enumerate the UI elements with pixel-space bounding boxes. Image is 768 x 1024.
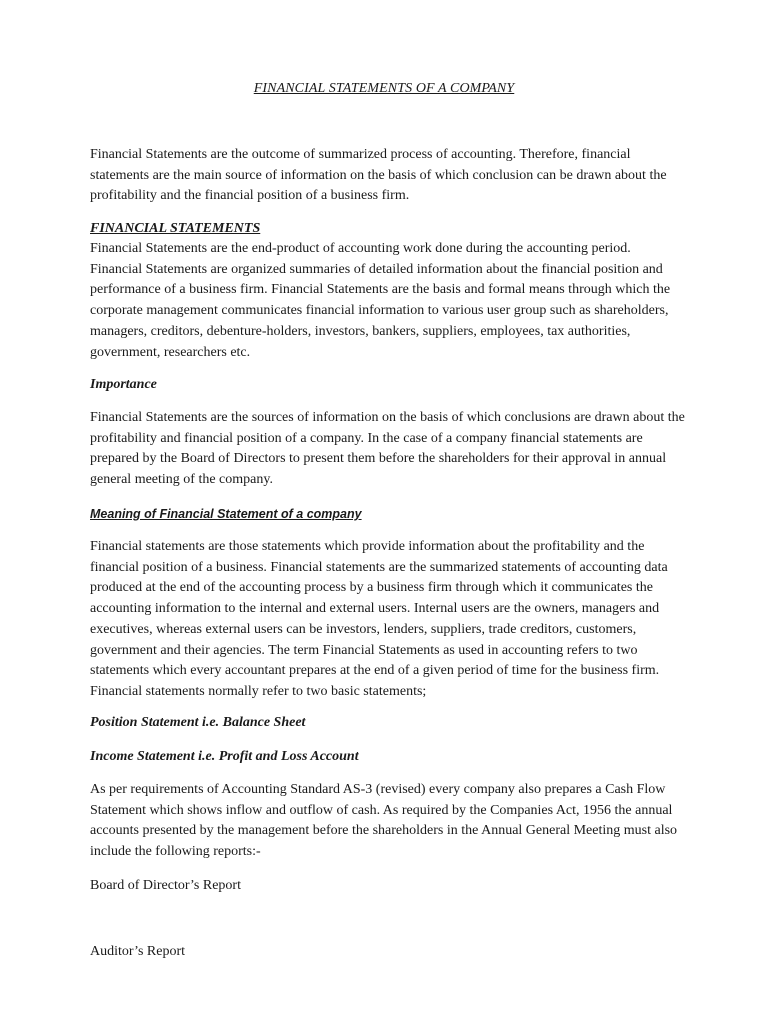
as3-paragraph: As per requirements of Accounting Standard AS-3 (revised) every company also prepares a Cash Flow Statement which shows inflow and outflow of cash. As required by the Companies Act, 1956 the annual accounts presented by the management before the shareholders in the Annual General Meeting must also include the following reports:- — [90, 782, 678, 860]
meaning-heading: Meaning of Financial Statement of a company — [90, 507, 362, 521]
position-statement-heading: Position Statement i.e. Balance Sheet — [90, 715, 306, 730]
financial-statements-paragraph: Financial Statements are the end-product of accounting work done during the accounting period. Financial Statements are organized summaries of detailed information about the financial position and performance of a business firm. Financial Statements are the basis and formal means through which the corporate management communicates financial information to various user group such as shareholders, managers, creditors, debenture-holders, investors, bankers, suppliers, employees, tax authorities, government, researchers etc. — [90, 241, 671, 360]
income-statement-heading: Income Statement i.e. Profit and Loss Account — [90, 749, 359, 764]
page-title: FINANCIAL STATEMENTS OF A COMPANY — [253, 81, 515, 96]
importance-paragraph: Financial Statements are the sources of information on the basis of which conclusions are drawn about the profitability and financial position of a company. In the case of a company financial statements are prepared by the Board of Directors to present them before the shareholders for their approval in annual general meeting of the company. — [90, 410, 685, 488]
financial-statements-heading: FINANCIAL STATEMENTS — [90, 221, 261, 236]
meaning-paragraph: Financial statements are those statements which provide information about the profitability and the financial position of a business. Financial statements are the summarized statements of accounting data produced at the end of the accounting process by a business firm through which it communicates the accounting information to the internal and external users. Internal users are the owners, managers and executives, whereas external users can be investors, lenders, suppliers, trade creditors, customers, government and their agencies. The term Financial Statements as used in accounting refers to two statements which every accountant prepares at the end of a given period of time for the business firm. Financial statements normally refer to two basic statements; — [90, 539, 668, 699]
board-report-item: Board of Director’s Report — [90, 878, 241, 893]
auditor-report-item: Auditor’s Report — [90, 944, 186, 959]
importance-heading: Importance — [90, 377, 157, 392]
intro-paragraph: Financial Statements are the outcome of summarized process of accounting. Therefore, financial statements are the main source of information on the basis of which conclusion can be drawn about the profitability and the financial position of a business firm. — [90, 147, 667, 204]
